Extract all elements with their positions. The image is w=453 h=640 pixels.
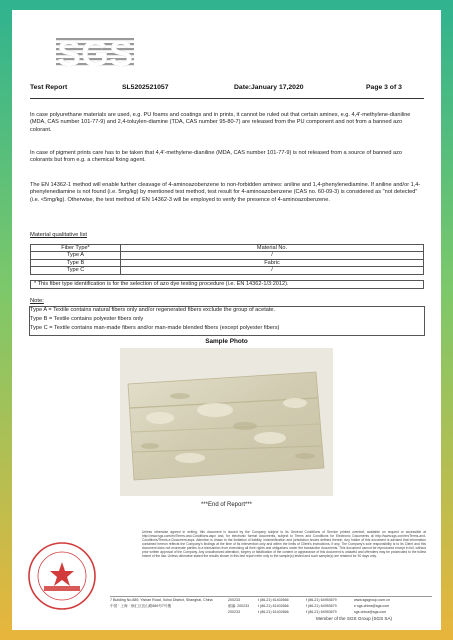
page-number: Page 3 of 3 — [366, 84, 402, 91]
address-fax: f (86-21) 64953679 — [306, 610, 337, 614]
report-header — [30, 84, 424, 98]
address-email: e sgs.china@sgs.com — [354, 604, 390, 608]
address-web: www.sgsgroup.com.cn — [354, 598, 390, 602]
address-street: 中国 · 上海 · 徐汇区宜山路889号7号楼 — [110, 604, 172, 608]
table-row — [31, 252, 424, 259]
sample-photo-title: Sample Photo — [205, 338, 248, 345]
fiber-type-footnote: * This fiber type identification is for the selection of azo dye testing procedure (i.e. EN 14362-1/3:2012). — [30, 280, 424, 289]
member-of-sgs-group: Member of the SGS Group (SGS SA) — [316, 616, 393, 621]
row-fiber-type: Type C — [31, 267, 121, 274]
material-list-title: Material qualitative list — [30, 232, 88, 238]
address-fax: f (86-21) 64953679 — [306, 604, 337, 608]
header-material-no: Material No. — [121, 245, 424, 252]
paragraph-en14362: The EN 14362-1 method will enable further cleavage of 4-aminoazobenzene to non-forbidden amines: aniline and 1,4-phenylenediamine. If aniline and/or 1,4-phenylenediamine is not found (i.e. 5mg/kg) by mentioned test method, test result for 4-aminoazobenzene (CAS no. 60-09-3) is considered as "not detected" (i.e. <5mg/kg). Otherwise, the test method of EN 14362-3 will be employed to verify the presence of 4-aminoazobenzene. — [30, 182, 421, 203]
svg-text:SGS: SGS — [56, 34, 134, 70]
row-material: Fabric — [121, 259, 424, 266]
note-type-b: Type B = Textile contains polyester fibers only — [30, 316, 144, 322]
address-postcode: 200233 — [228, 610, 240, 614]
note-type-a: Type A = Textile contains natural fibers only and/or regenerated fibers exclude the group of acetate. — [30, 307, 276, 313]
row-fiber-type: Type B — [31, 259, 121, 266]
test-report-seal — [26, 540, 98, 612]
address-postcode: 200233 — [228, 598, 240, 602]
address-postcode: 邮编: 200233 — [228, 604, 250, 608]
address-fax: f (86-21) 64953679 — [306, 598, 337, 602]
paragraph-pigment-prints: In case of pigment prints care has to be taken that 4,4'-methylene-dianiline (MDA, CAS number 101-77-9) is not released from a source of banned azo colorants but from e.g. a chemical fixing agent. — [30, 150, 403, 164]
fabric-sample-image — [120, 348, 333, 496]
address-phone: t (86-21) 61402666 — [258, 598, 289, 602]
address-street: 7 Building No.889, Yishan Road, Xuhui District, Shanghai, China — [110, 598, 213, 602]
note-type-c: Type C = Textile contains man-made fibers and/or man-made blended fibers (except polyester fibers) — [30, 325, 280, 331]
table-row — [31, 267, 424, 274]
report-page — [12, 10, 441, 630]
sgs-logo — [56, 34, 134, 70]
address-phone: t (86-21) 61402666 — [258, 610, 289, 614]
fine-print-conditions: Unless otherwise agreed in writing, this document is issued by the Company subject to its General Conditions of Service printed overleaf, available on request or accessible at http://www.sgs.com/en/Terms-and-Conditions.aspx and, for electronic format documents, subject to Terms and Conditions for Electronic Documents at http://www.sgs.com/en/Terms-and-Conditions/Terms-e-Document.aspx. Attention is drawn to the limitation of liability, indemnification and jurisdiction issues defined therein. Any holder of this document is advised that information contained hereon reflects the Company's findings at the time of its intervention only and within the limits of Client's instructions, if any. The Company's sole responsibility is to its Client and this document does not exonerate parties to a transaction from exercising all their rights and obligations under the transaction documents. This document cannot be reproduced except in full, without prior written approval of the Company. Any unauthorized alteration, forgery or falsification of the content or appearance of this document is unlawful and offenders may be prosecuted to the fullest extent of the law. Unless otherwise stated the results shown in this test report refer only to the sample(s) tested and such sample(s) are retained for 30 days only. — [142, 530, 426, 559]
report-number: SL5202521057 — [122, 84, 169, 91]
header-divider — [30, 98, 424, 99]
address-phone: t (86-21) 61402666 — [258, 604, 289, 608]
row-material: / — [121, 252, 424, 259]
note-title: Note: — [30, 298, 44, 304]
material-table — [30, 244, 424, 275]
header-fiber-type: Fiber Type* — [31, 245, 121, 252]
address-divider — [110, 596, 432, 597]
report-date: Date:January 17,2020 — [234, 84, 304, 91]
row-fiber-type: Type A — [31, 252, 121, 259]
sample-photo — [120, 348, 333, 496]
paragraph-polyurethane: In case polyurethane materials are used, e.g. PU foams and coatings and in prints, it cannot be ruled out that certain amines, e.g. 4,4'-methylene-dianiline (MDA, CAS number 101-77-9) and 2,4-toluylen-diamine (TDA, CAS number 95-80-7) are released from the PU component and not from a banned azo colorant. — [30, 112, 411, 133]
row-material: / — [121, 267, 424, 274]
report-label: Test Report — [30, 84, 68, 91]
address-email: sgs.china@sgs.com — [354, 610, 387, 614]
table-row — [31, 259, 424, 266]
end-of-report: ***End of Report*** — [200, 502, 253, 508]
table-header-row — [31, 245, 424, 252]
